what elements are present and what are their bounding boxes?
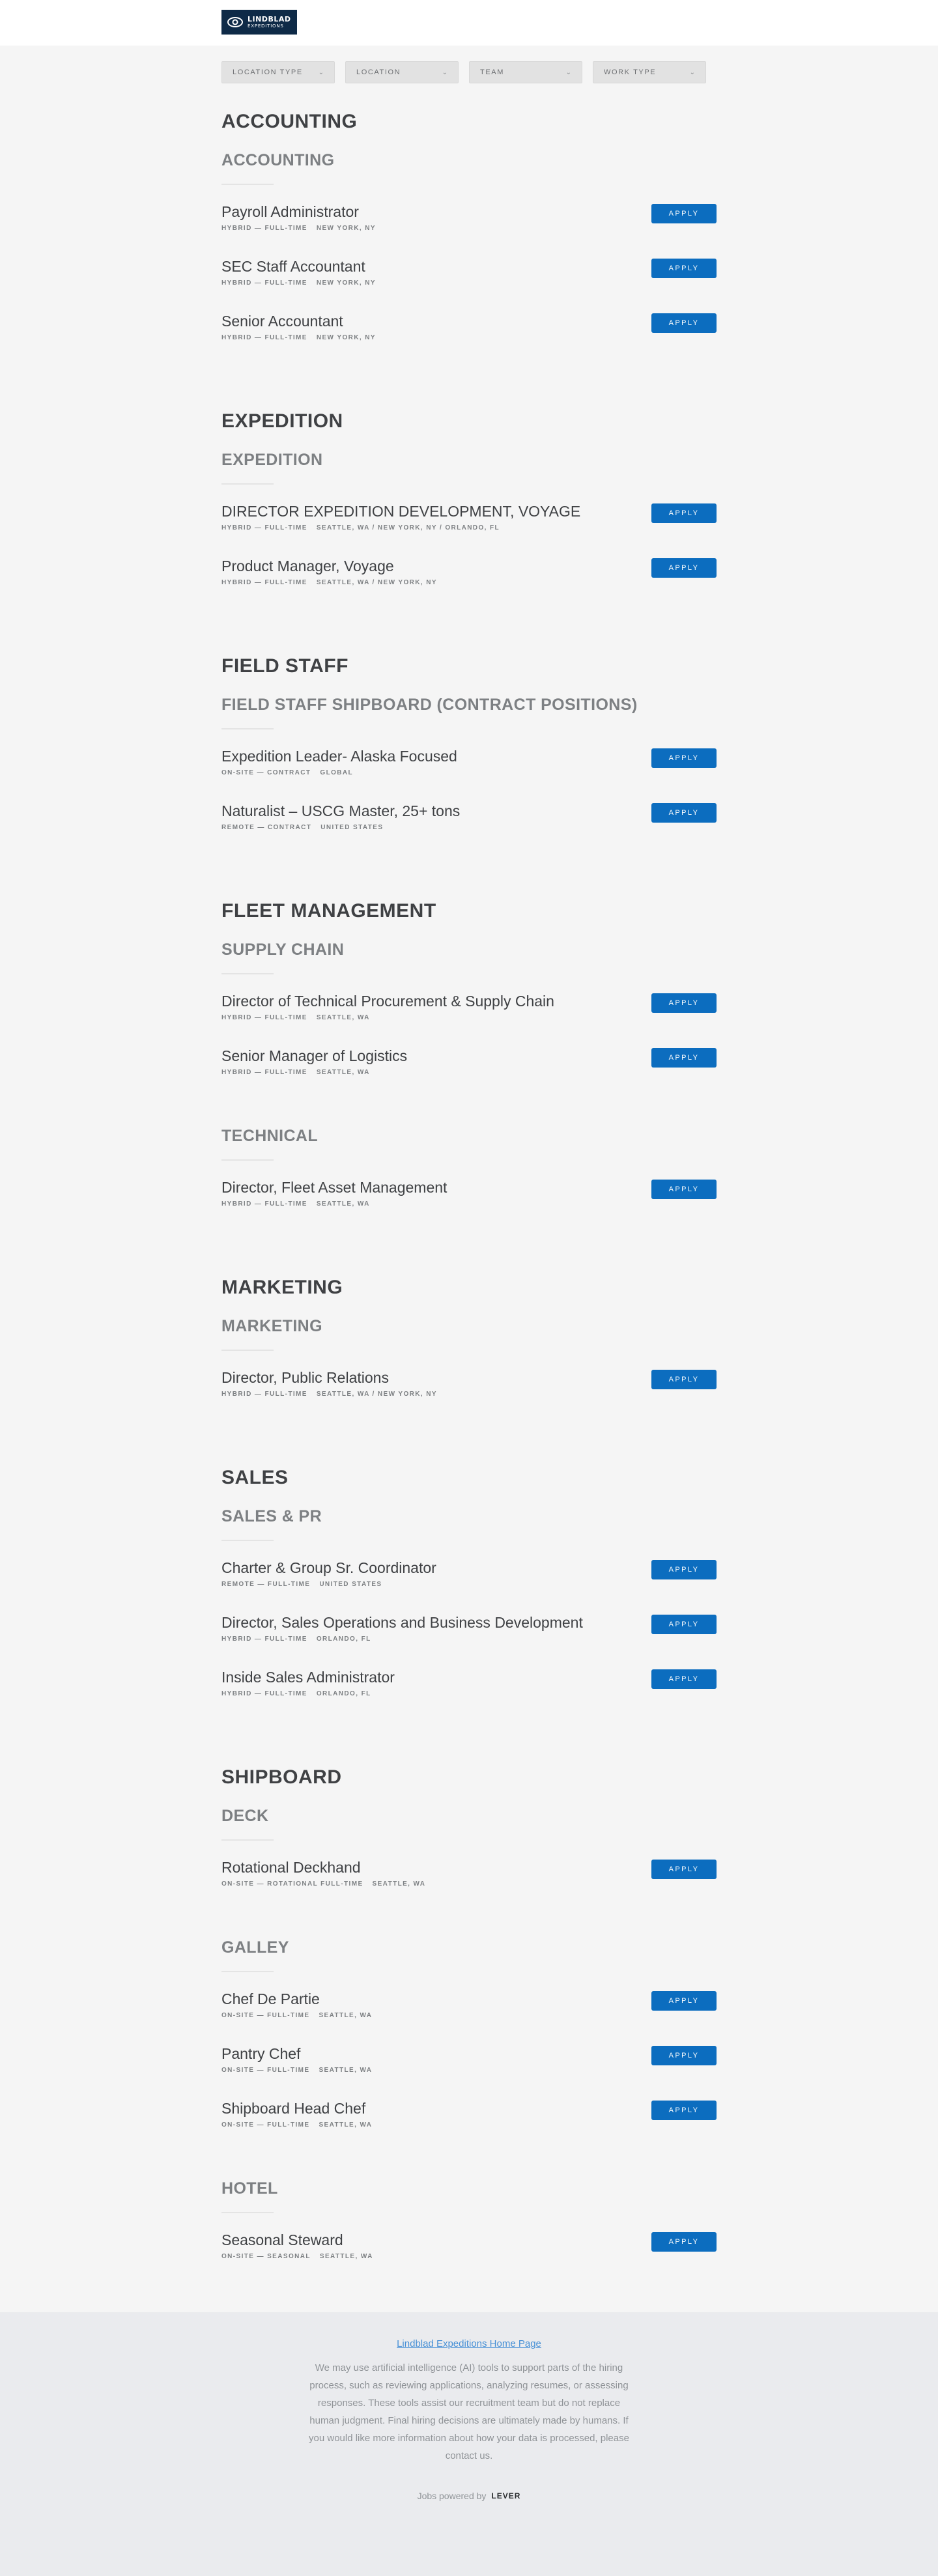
job-location: SEATTLE, WA [319, 2012, 373, 2019]
filter-team[interactable] [469, 61, 582, 83]
job-title[interactable]: DIRECTOR EXPEDITION DEVELOPMENT, VOYAGE [221, 503, 581, 520]
apply-button[interactable]: APPLY [651, 1180, 717, 1199]
job-work-type: HYBRID — FULL-TIME [221, 279, 307, 287]
apply-button[interactable]: APPLY [651, 204, 717, 223]
job-location: NEW YORK, NY [316, 225, 376, 232]
apply-button[interactable]: APPLY [651, 313, 717, 333]
chevron-down-icon: ⌄ [442, 68, 448, 76]
team-heading-marketing: MARKETING [221, 1277, 343, 1298]
filter-label: LOCATION [356, 68, 401, 76]
apply-button[interactable]: APPLY [651, 803, 717, 823]
apply-button[interactable]: APPLY [651, 748, 717, 768]
job-work-type: HYBRID — FULL-TIME [221, 1690, 307, 1697]
home-page-link[interactable]: Lindblad Expeditions Home Page [397, 2338, 541, 2349]
job-work-type: HYBRID — FULL-TIME [221, 1014, 307, 1021]
ai-disclosure-text: We may use artificial intelligence (AI) tools to support parts of the hiring process, such as reviewing applications, analyzing resumes, or assessing responses. These tools assist our recruitment team but do not replace human judgment. Final hiring decisions are ultimately made by humans. If you would like more information about how your data is processed, please contact us. [309, 2362, 629, 2461]
job-location: SEATTLE, WA [316, 1200, 370, 1208]
job-title[interactable]: Seasonal Steward [221, 2231, 343, 2248]
job-location: SEATTLE, WA [319, 2253, 373, 2260]
department-heading-deck: DECK [221, 1807, 269, 1825]
job-location: SEATTLE, WA [316, 1069, 370, 1076]
apply-button[interactable]: APPLY [651, 1669, 717, 1689]
job-work-type: ON-SITE — FULL-TIME [221, 2067, 310, 2074]
filter-label: WORK TYPE [604, 68, 657, 76]
job-location: UNITED STATES [319, 1581, 382, 1588]
job-location: ORLANDO, FL [316, 1690, 371, 1697]
job-work-type: HYBRID — FULL-TIME [221, 524, 307, 531]
lever-logo-link[interactable]: LEVER [491, 2491, 521, 2500]
apply-button[interactable]: APPLY [651, 1615, 717, 1634]
filter-bar [221, 61, 706, 83]
job-title[interactable]: Product Manager, Voyage [221, 558, 394, 574]
job-meta [221, 1690, 371, 1697]
job-meta [221, 2253, 373, 2260]
department-heading-marketing: MARKETING [221, 1317, 322, 1335]
filter-location[interactable] [345, 61, 459, 83]
job-meta [221, 2012, 372, 2019]
section-divider [221, 184, 274, 185]
job-meta [221, 579, 437, 586]
job-title[interactable]: Senior Manager of Logistics [221, 1047, 408, 1064]
job-title[interactable]: Pantry Chef [221, 2045, 301, 2062]
job-work-type: HYBRID — FULL-TIME [221, 579, 307, 586]
job-work-type: HYBRID — FULL-TIME [221, 1069, 307, 1076]
department-heading-sales-pr: SALES & PR [221, 1507, 322, 1525]
job-meta [221, 334, 376, 341]
job-work-type: ON-SITE — CONTRACT [221, 769, 311, 776]
job-meta [221, 1014, 370, 1021]
job-meta [221, 225, 376, 232]
logo-line-2: EXPEDITIONS [248, 23, 284, 29]
job-location: SEATTLE, WA [372, 1880, 426, 1888]
filter-label: TEAM [480, 68, 504, 76]
chevron-down-icon: ⌄ [318, 68, 324, 76]
job-work-type: REMOTE — FULL-TIME [221, 1581, 311, 1588]
top-bar [0, 0, 938, 46]
department-heading-expedition: EXPEDITION [221, 451, 323, 469]
job-location: SEATTLE, WA / NEW YORK, NY / ORLANDO, FL [316, 524, 500, 531]
logo-line-1: LINDBLAD [248, 15, 291, 23]
job-title[interactable]: SEC Staff Accountant [221, 258, 365, 275]
job-title[interactable]: Director, Sales Operations and Business Development [221, 1614, 583, 1631]
job-location: SEATTLE, WA [319, 2121, 373, 2129]
job-meta [221, 1581, 382, 1588]
department-heading-technical: TECHNICAL [221, 1127, 319, 1145]
team-heading-accounting: ACCOUNTING [221, 111, 358, 132]
filter-work-type[interactable] [593, 61, 706, 83]
job-meta [221, 824, 383, 831]
filter-label: LOCATION TYPE [233, 68, 303, 76]
apply-button[interactable]: APPLY [651, 1560, 717, 1579]
job-meta [221, 279, 376, 287]
job-work-type: REMOTE — CONTRACT [221, 824, 312, 831]
job-location: NEW YORK, NY [316, 279, 376, 287]
chevron-down-icon: ⌄ [565, 68, 571, 76]
job-title[interactable]: Chef De Partie [221, 1990, 320, 2007]
job-title[interactable]: Shipboard Head Chef [221, 2100, 366, 2117]
department-heading-accounting: ACCOUNTING [221, 151, 335, 169]
section-divider [221, 728, 274, 729]
job-location: SEATTLE, WA / NEW YORK, NY [316, 1391, 437, 1398]
team-heading-sales: SALES [221, 1467, 289, 1488]
job-location: SEATTLE, WA / NEW YORK, NY [316, 579, 437, 586]
job-work-type: ON-SITE — FULL-TIME [221, 2121, 310, 2129]
job-meta [221, 1880, 425, 1888]
page-footer [0, 2312, 938, 2576]
powered-by-label: Jobs powered by [417, 2491, 487, 2501]
job-title[interactable]: Rotational Deckhand [221, 1859, 361, 1876]
apply-button[interactable]: APPLY [651, 1860, 717, 1879]
job-meta [221, 524, 500, 531]
department-heading-hotel: HOTEL [221, 2179, 278, 2198]
filter-location-type[interactable] [221, 61, 335, 83]
job-meta [221, 1391, 437, 1398]
section-divider [221, 1971, 274, 1972]
job-meta [221, 769, 353, 776]
job-work-type: ON-SITE — SEASONAL [221, 2253, 311, 2260]
team-heading-expedition: EXPEDITION [221, 410, 343, 432]
apply-button[interactable]: APPLY [651, 2232, 717, 2252]
company-logo[interactable] [221, 10, 297, 35]
apply-button[interactable]: APPLY [651, 2046, 717, 2065]
powered-by [0, 2491, 938, 2501]
job-work-type: HYBRID — FULL-TIME [221, 1635, 307, 1643]
job-work-type: HYBRID — FULL-TIME [221, 334, 307, 341]
apply-button[interactable]: APPLY [651, 1048, 717, 1068]
apply-button[interactable]: APPLY [651, 1991, 717, 2011]
job-location: ORLANDO, FL [316, 1635, 371, 1643]
job-work-type: ON-SITE — FULL-TIME [221, 2012, 310, 2019]
eye-logo-icon [227, 16, 244, 29]
job-title[interactable]: Director, Fleet Asset Management [221, 1179, 448, 1196]
job-title[interactable]: Payroll Administrator [221, 203, 359, 220]
job-location: SEATTLE, WA [319, 2067, 373, 2074]
logo-wordmark [248, 16, 291, 29]
apply-button[interactable]: APPLY [651, 558, 717, 578]
section-divider [221, 1350, 274, 1351]
job-location: UNITED STATES [320, 824, 384, 831]
section-divider [221, 1540, 274, 1541]
job-location: NEW YORK, NY [316, 334, 376, 341]
job-title[interactable]: Charter & Group Sr. Coordinator [221, 1559, 436, 1576]
department-heading-field-staff-shipboard-contract-positions: FIELD STAFF SHIPBOARD (CONTRACT POSITIONS) [221, 696, 638, 714]
job-work-type: ON-SITE — ROTATIONAL FULL-TIME [221, 1880, 363, 1888]
team-heading-field-staff: FIELD STAFF [221, 655, 348, 677]
job-meta [221, 1635, 371, 1643]
job-title[interactable]: Director, Public Relations [221, 1369, 389, 1386]
job-work-type: HYBRID — FULL-TIME [221, 1200, 307, 1208]
job-title[interactable]: Naturalist – USCG Master, 25+ tons [221, 802, 461, 819]
job-title[interactable]: Senior Accountant [221, 313, 343, 330]
department-heading-galley: GALLEY [221, 1938, 289, 1957]
section-divider [221, 973, 274, 974]
job-title[interactable]: Director of Technical Procurement & Supply Chain [221, 993, 554, 1010]
apply-button[interactable]: APPLY [651, 2101, 717, 2120]
job-location: GLOBAL [320, 769, 354, 776]
chevron-down-icon: ⌄ [689, 68, 695, 76]
job-meta [221, 2121, 372, 2129]
section-divider [221, 1839, 274, 1841]
team-heading-fleet-management: FLEET MANAGEMENT [221, 900, 436, 922]
job-location: SEATTLE, WA [316, 1014, 370, 1021]
section-divider [221, 1159, 274, 1161]
apply-button[interactable]: APPLY [651, 503, 717, 523]
section-divider [221, 483, 274, 485]
apply-button[interactable]: APPLY [651, 993, 717, 1013]
apply-button[interactable]: APPLY [651, 1370, 717, 1389]
department-heading-supply-chain: SUPPLY CHAIN [221, 941, 345, 959]
apply-button[interactable]: APPLY [651, 259, 717, 278]
postings-content [0, 46, 938, 2312]
job-meta [221, 1069, 370, 1076]
team-heading-shipboard: SHIPBOARD [221, 1766, 342, 1788]
job-work-type: HYBRID — FULL-TIME [221, 1391, 307, 1398]
job-meta [221, 2067, 372, 2074]
job-work-type: HYBRID — FULL-TIME [221, 225, 307, 232]
section-divider [221, 2212, 274, 2213]
job-meta [221, 1200, 370, 1208]
job-title[interactable]: Inside Sales Administrator [221, 1669, 395, 1686]
job-title[interactable]: Expedition Leader- Alaska Focused [221, 748, 457, 765]
